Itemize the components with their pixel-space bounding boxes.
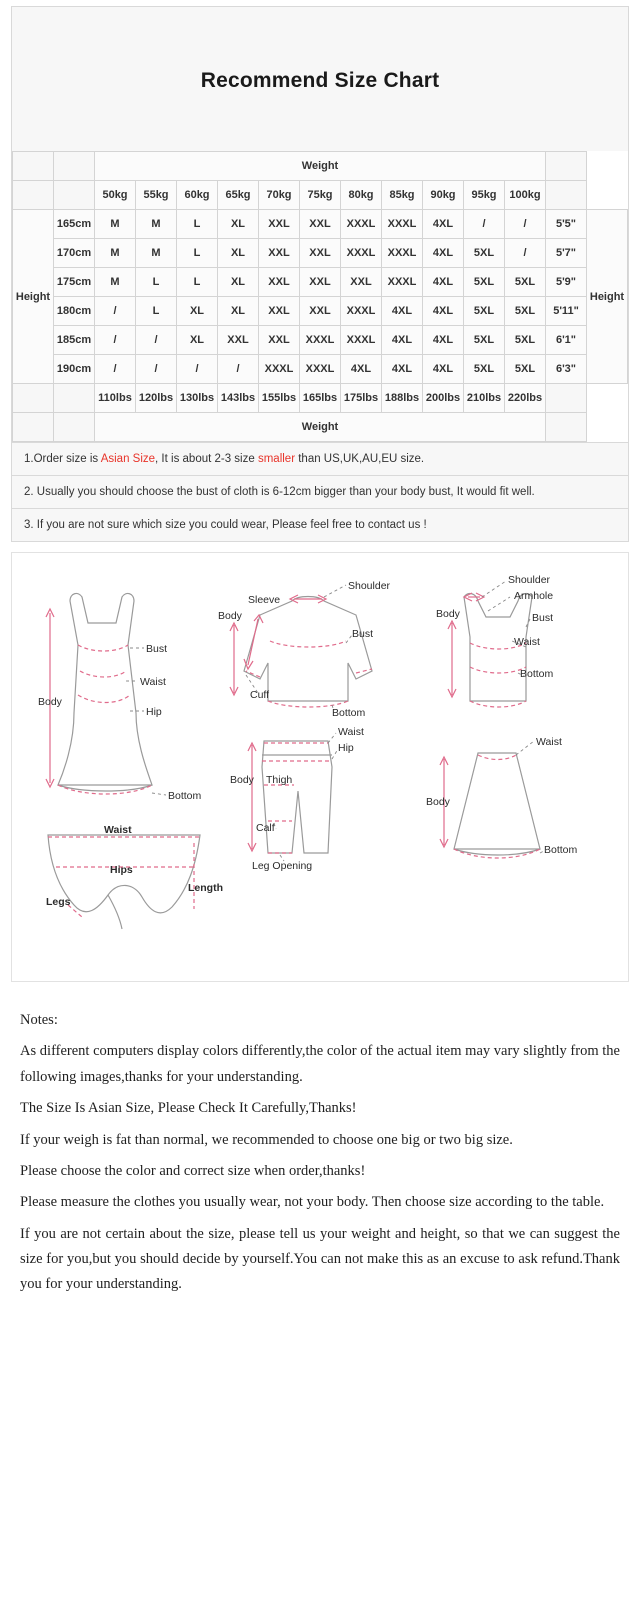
cell-190-95: 5XL bbox=[464, 355, 505, 384]
notes-paragraph-6: If you are not certain about the size, please tell us your weight and height, so that we can suggest the size for you,but you should decide by yourself.You can not make this as an excuse to ask refund.Thank you for your understanding. bbox=[20, 1225, 620, 1293]
label-pants-legopening: Leg Opening bbox=[252, 860, 313, 872]
cell-175-65: XL bbox=[218, 268, 259, 297]
note1-asian-size: Asian Size bbox=[100, 453, 156, 465]
label-dress-waist: Waist bbox=[140, 676, 166, 688]
cell-170-50: M bbox=[95, 239, 136, 268]
weight-kg-5: 75kg bbox=[300, 181, 341, 210]
cell-185-75: XXXL bbox=[300, 326, 341, 355]
note1-part-c: , It is about 2-3 size bbox=[155, 453, 258, 465]
cell-165-75: XXL bbox=[300, 210, 341, 239]
cell-175-60: L bbox=[177, 268, 218, 297]
cell-180-65: XL bbox=[218, 297, 259, 326]
notes-block bbox=[20, 1008, 620, 1322]
cell-185-60: XL bbox=[177, 326, 218, 355]
label-longsleeve-shoulder: Shoulder bbox=[348, 580, 391, 592]
label-dress-body: Body bbox=[38, 696, 62, 708]
label-pants-hip: Hip bbox=[338, 742, 354, 754]
label-longsleeve-sleeve: Sleeve bbox=[248, 594, 281, 606]
label-tank-armhole: Armhole bbox=[514, 590, 554, 602]
cell-175-55: L bbox=[136, 268, 177, 297]
table-row bbox=[13, 210, 628, 239]
cell-165-90: 4XL bbox=[423, 210, 464, 239]
cell-175-80: XXL bbox=[341, 268, 382, 297]
cell-185-95: 5XL bbox=[464, 326, 505, 355]
cell-180-70: XXL bbox=[259, 297, 300, 326]
label-longsleeve-body: Body bbox=[218, 610, 242, 622]
corner-blank-left bbox=[13, 152, 54, 181]
notes-paragraph-1: As different computers display colors differently,the color of the actual item may vary slightly from the following images,thanks for your understanding. bbox=[20, 1043, 620, 1085]
cell-175-100: 5XL bbox=[505, 268, 546, 297]
height-cm-5: 190cm bbox=[54, 355, 95, 384]
corner-blank-right bbox=[546, 152, 587, 181]
cell-175-85: XXXL bbox=[382, 268, 423, 297]
weight-lbs-4: 155lbs bbox=[259, 384, 300, 413]
blank-h bbox=[54, 413, 95, 442]
note1-part-e: than US,UK,AU,EU size. bbox=[295, 453, 425, 465]
blank-b bbox=[54, 181, 95, 210]
weight-kg-2: 60kg bbox=[177, 181, 218, 210]
cell-175-90: 4XL bbox=[423, 268, 464, 297]
label-dress-bust: Bust bbox=[146, 643, 168, 655]
cell-185-80: XXXL bbox=[341, 326, 382, 355]
table-row bbox=[13, 297, 628, 326]
dress-figure bbox=[58, 594, 152, 791]
tank-bottom-line bbox=[470, 701, 526, 707]
cell-175-70: XXL bbox=[259, 268, 300, 297]
table-row bbox=[13, 355, 628, 384]
cell-175-50: M bbox=[95, 268, 136, 297]
height-ft-5: 6'3" bbox=[546, 355, 587, 384]
tank-waist-line bbox=[470, 667, 526, 673]
cell-190-90: 4XL bbox=[423, 355, 464, 384]
height-ft-1: 5'7" bbox=[546, 239, 587, 268]
weight-lbs-6: 175lbs bbox=[341, 384, 382, 413]
cell-185-65: XXL bbox=[218, 326, 259, 355]
label-tank-body: Body bbox=[436, 608, 460, 620]
cell-185-55: / bbox=[136, 326, 177, 355]
weight-lbs-10: 220lbs bbox=[505, 384, 546, 413]
notes-heading: Notes: bbox=[20, 1012, 58, 1028]
height-cm-4: 185cm bbox=[54, 326, 95, 355]
table-row bbox=[13, 239, 628, 268]
weight-lbs-8: 200lbs bbox=[423, 384, 464, 413]
cell-165-50: M bbox=[95, 210, 136, 239]
cell-165-70: XXL bbox=[259, 210, 300, 239]
size-chart-block bbox=[11, 6, 629, 542]
table-row-weight-header bbox=[13, 152, 628, 181]
size-chart-table bbox=[12, 151, 628, 442]
cell-180-60: XL bbox=[177, 297, 218, 326]
cell-165-100: / bbox=[505, 210, 546, 239]
weight-kg-4: 70kg bbox=[259, 181, 300, 210]
height-cm-1: 170cm bbox=[54, 239, 95, 268]
cell-165-95: / bbox=[464, 210, 505, 239]
measurement-diagram-block bbox=[11, 552, 629, 982]
cell-165-65: XL bbox=[218, 210, 259, 239]
label-longsleeve-bust: Bust bbox=[352, 628, 374, 640]
label-skirt-waist: Waist bbox=[536, 736, 562, 748]
label-brief-hips: Hips bbox=[110, 864, 133, 876]
weight-header-top: Weight bbox=[95, 152, 546, 181]
weight-header-bottom: Weight bbox=[95, 413, 546, 442]
label-tank-waist: Waist bbox=[514, 636, 540, 648]
measurement-diagrams-svg bbox=[12, 553, 628, 981]
height-ft-0: 5'5" bbox=[546, 210, 587, 239]
blank-i bbox=[546, 413, 587, 442]
size-chart-page bbox=[0, 6, 640, 1322]
weight-kg-7: 85kg bbox=[382, 181, 423, 210]
cell-175-75: XXL bbox=[300, 268, 341, 297]
page-title: Recommend Size Chart bbox=[200, 69, 440, 92]
weight-kg-8: 90kg bbox=[423, 181, 464, 210]
blank-g bbox=[13, 413, 54, 442]
blank-e bbox=[54, 384, 95, 413]
cell-170-90: 4XL bbox=[423, 239, 464, 268]
table-row bbox=[13, 326, 628, 355]
label-dress-bottom: Bottom bbox=[168, 790, 202, 802]
label-skirt-bottom: Bottom bbox=[544, 844, 578, 856]
label-pants-waist: Waist bbox=[338, 726, 364, 738]
height-cm-2: 175cm bbox=[54, 268, 95, 297]
cell-185-85: 4XL bbox=[382, 326, 423, 355]
cell-170-100: / bbox=[505, 239, 546, 268]
dress-bust-line bbox=[78, 645, 128, 651]
cell-180-100: 5XL bbox=[505, 297, 546, 326]
note1-smaller: smaller bbox=[257, 453, 296, 465]
weight-lbs-2: 130lbs bbox=[177, 384, 218, 413]
weight-kg-10: 100kg bbox=[505, 181, 546, 210]
label-tank-bottom: Bottom bbox=[520, 668, 554, 680]
height-cm-3: 180cm bbox=[54, 297, 95, 326]
cell-170-55: M bbox=[136, 239, 177, 268]
label-longsleeve-bottom: Bottom bbox=[332, 707, 366, 719]
skirt-waist-line bbox=[478, 755, 516, 760]
cell-180-75: XXL bbox=[300, 297, 341, 326]
blank-a bbox=[13, 181, 54, 210]
chart-note-1 bbox=[12, 442, 628, 475]
height-ft-4: 6'1" bbox=[546, 326, 587, 355]
chart-note-2: 2. Usually you should choose the bust of cloth is 6-12cm bigger than your body bust, It would fit well. bbox=[12, 475, 628, 508]
cell-170-70: XXL bbox=[259, 239, 300, 268]
cell-185-70: XXL bbox=[259, 326, 300, 355]
height-ft-3: 5'11" bbox=[546, 297, 587, 326]
cell-165-80: XXXL bbox=[341, 210, 382, 239]
cell-185-90: 4XL bbox=[423, 326, 464, 355]
notes-paragraph-2: The Size Is Asian Size, Please Check It Carefully,Thanks! bbox=[20, 1100, 357, 1117]
table-row-weight-kg bbox=[13, 181, 628, 210]
cell-180-90: 4XL bbox=[423, 297, 464, 326]
label-brief-legs: Legs bbox=[46, 896, 71, 908]
height-cm-0: 165cm bbox=[54, 210, 95, 239]
chart-note-3: 3. If you are not sure which size you could wear, Please feel free to contact us ! bbox=[12, 508, 628, 541]
cell-190-60: / bbox=[177, 355, 218, 384]
dress-bottom-line bbox=[58, 785, 152, 794]
pants-figure bbox=[262, 741, 332, 853]
cell-180-50: / bbox=[95, 297, 136, 326]
weight-lbs-9: 210lbs bbox=[464, 384, 505, 413]
notes-paragraph-4: Please choose the color and correct size when order,thanks! bbox=[20, 1162, 366, 1179]
cell-165-55: M bbox=[136, 210, 177, 239]
cell-175-95: 5XL bbox=[464, 268, 505, 297]
dress-hip-line bbox=[78, 695, 130, 703]
weight-kg-3: 65kg bbox=[218, 181, 259, 210]
cell-170-75: XXL bbox=[300, 239, 341, 268]
label-pants-calf: Calf bbox=[256, 822, 275, 834]
height-label-left: Height bbox=[13, 210, 54, 384]
cell-190-100: 5XL bbox=[505, 355, 546, 384]
longsleeve-figure bbox=[244, 597, 372, 702]
dress-waist-line bbox=[80, 671, 126, 677]
blank-f bbox=[546, 384, 587, 413]
cell-165-60: L bbox=[177, 210, 218, 239]
chart-notes bbox=[12, 442, 628, 541]
skirt-bottom-line bbox=[454, 849, 540, 858]
height-label-right: Height bbox=[587, 210, 628, 384]
weight-lbs-3: 143lbs bbox=[218, 384, 259, 413]
label-skirt-body: Body bbox=[426, 796, 450, 808]
cell-190-85: 4XL bbox=[382, 355, 423, 384]
label-longsleeve-cuff: Cuff bbox=[250, 689, 270, 701]
weight-kg-9: 95kg bbox=[464, 181, 505, 210]
cell-190-70: XXXL bbox=[259, 355, 300, 384]
cell-180-80: XXXL bbox=[341, 297, 382, 326]
weight-kg-1: 55kg bbox=[136, 181, 177, 210]
label-brief-length: Length bbox=[188, 882, 223, 894]
cell-170-60: L bbox=[177, 239, 218, 268]
label-dress-hip: Hip bbox=[146, 706, 162, 718]
note1-part-a: 1.Order size is bbox=[24, 453, 101, 465]
longsleeve-bust-line bbox=[270, 641, 346, 647]
label-tank-bust: Bust bbox=[532, 612, 554, 624]
label-pants-thigh: Thigh bbox=[266, 774, 293, 786]
notes-paragraph-5: Please measure the clothes you usually wear, not your body. Then choose size according to the table. bbox=[20, 1194, 605, 1211]
cell-190-80: 4XL bbox=[341, 355, 382, 384]
weight-kg-6: 80kg bbox=[341, 181, 382, 210]
weight-kg-0: 50kg bbox=[95, 181, 136, 210]
weight-lbs-1: 120lbs bbox=[136, 384, 177, 413]
cell-190-55: / bbox=[136, 355, 177, 384]
cell-190-75: XXXL bbox=[300, 355, 341, 384]
weight-lbs-7: 188lbs bbox=[382, 384, 423, 413]
cell-185-100: 5XL bbox=[505, 326, 546, 355]
longsleeve-sleeve-arrow bbox=[248, 619, 258, 665]
corner-blank-left2 bbox=[54, 152, 95, 181]
table-row-weight-footer bbox=[13, 413, 628, 442]
cell-190-65: / bbox=[218, 355, 259, 384]
skirt-figure bbox=[454, 753, 540, 855]
cell-180-95: 5XL bbox=[464, 297, 505, 326]
cell-170-80: XXXL bbox=[341, 239, 382, 268]
label-tank-shoulder: Shoulder bbox=[508, 574, 551, 586]
cell-170-85: XXXL bbox=[382, 239, 423, 268]
label-pants-body: Body bbox=[230, 774, 254, 786]
cell-165-85: XXXL bbox=[382, 210, 423, 239]
brief-figure bbox=[48, 835, 200, 929]
cell-170-95: 5XL bbox=[464, 239, 505, 268]
blank-c bbox=[546, 181, 587, 210]
cell-190-50: / bbox=[95, 355, 136, 384]
blank-d bbox=[13, 384, 54, 413]
notes-paragraph-3: If your weigh is fat than normal, we recommended to choose one big or two big size. bbox=[20, 1131, 513, 1148]
weight-lbs-5: 165lbs bbox=[300, 384, 341, 413]
cell-170-65: XL bbox=[218, 239, 259, 268]
weight-lbs-0: 110lbs bbox=[95, 384, 136, 413]
table-row bbox=[13, 268, 628, 297]
cell-180-55: L bbox=[136, 297, 177, 326]
label-brief-waist: Waist bbox=[104, 824, 132, 836]
height-ft-2: 5'9" bbox=[546, 268, 587, 297]
cell-180-85: 4XL bbox=[382, 297, 423, 326]
table-row-weight-lbs bbox=[13, 384, 628, 413]
cell-185-50: / bbox=[95, 326, 136, 355]
